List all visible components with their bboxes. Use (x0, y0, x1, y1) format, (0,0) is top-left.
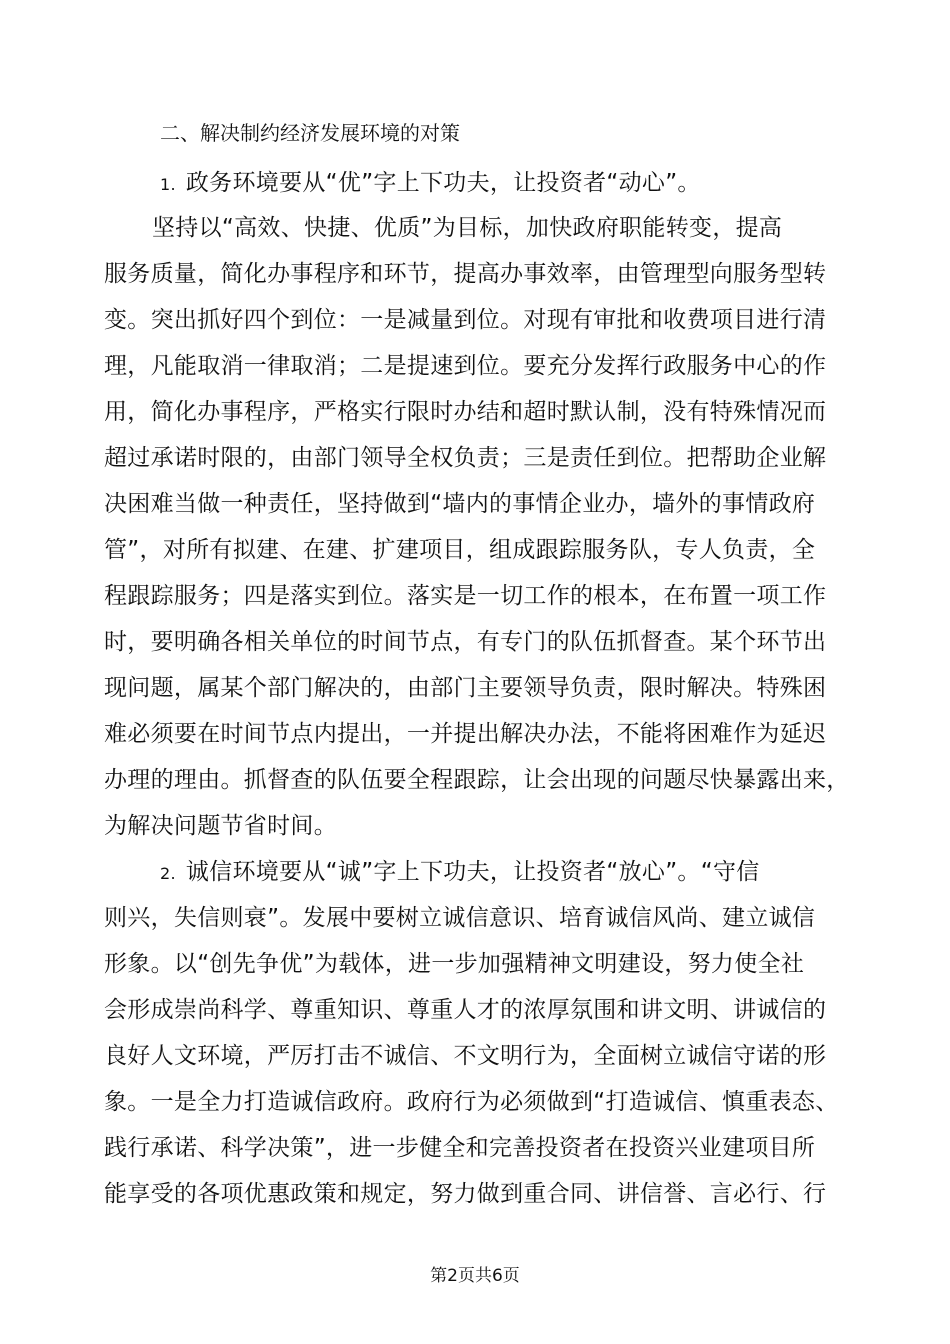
paragraph-line: 程跟踪服务；四是落实到位。落实是一切工作的根本，在布置一项工作 (104, 583, 827, 609)
paragraph-line: 则兴，失信则衰”。发展中要树立诚信意识、培育诚信风尚、建立诚信 (104, 905, 816, 931)
paragraph-line: 决困难当做一种责任，坚持做到“墙内的事情企业办，墙外的事情政府 (104, 491, 816, 517)
paragraph-line: 象。一是全力打造诚信政府。政府行为必须做到“打造诚信、慎重表态、 (104, 1089, 839, 1115)
paragraph-line: 变。突出抓好四个到位：一是减量到位。对现有审批和收费项目进行清 (104, 307, 827, 333)
section1-title: 政务环境要从“优”字上下功夫，让投资者“动心”。 (185, 170, 701, 196)
paragraph-line: 难必须要在时间节点内提出，一并提出解决办法，不能将困难作为延迟 (104, 721, 827, 747)
section-heading: 二、解决制约经济发展环境的对策 (160, 121, 460, 145)
section1-title-line (160, 168, 701, 200)
paragraph-line: 坚持以“高效、快捷、优质”为目标，加快政府职能转变，提高 (152, 215, 783, 241)
paragraph-line: 服务质量，简化办事程序和环节，提高办事效率，由管理型向服务型转 (104, 261, 827, 287)
paragraph-line: 形象。以“创先争优”为载体，进一步加强精神文明建设，努力使全社 (104, 951, 805, 977)
section2-title: 诚信环境要从“诚”字上下功夫，让投资者“放心”。“守信 (185, 859, 760, 885)
section1-number: 1. (160, 175, 176, 194)
section2-number: 2. (160, 864, 176, 883)
page-number-footer: 第2页共6页 (430, 1266, 520, 1286)
paragraph-line: 现问题，属某个部门解决的，由部门主要领导负责，限时解决。特殊困 (104, 675, 827, 701)
paragraph-line: 会形成崇尚科学、尊重知识、尊重人才的浓厚氛围和讲文明、讲诚信的 (104, 997, 827, 1023)
paragraph-line: 超过承诺时限的，由部门领导全权负责；三是责任到位。把帮助企业解 (104, 445, 827, 471)
paragraph-line: 办理的理由。抓督查的队伍要全程跟踪，让会出现的问题尽快暴露出来， (104, 767, 850, 793)
paragraph-line: 为解决问题节省时间。 (104, 813, 337, 839)
paragraph-line: 时，要明确各相关单位的时间节点，有专门的队伍抓督查。某个环节出 (104, 629, 827, 655)
paragraph-line: 良好人文环境，严厉打击不诚信、不文明行为，全面树立诚信守诺的形 (104, 1043, 827, 1069)
paragraph-line: 管”，对所有拟建、在建、扩建项目，组成跟踪服务队，专人负责，全 (104, 537, 816, 563)
paragraph-line: 能享受的各项优惠政策和规定，努力做到重合同、讲信誉、言必行、行 (104, 1181, 827, 1207)
section2-first-line (160, 857, 760, 889)
paragraph-line: 践行承诺、科学决策”，进一步健全和完善投资者在投资兴业建项目所 (104, 1135, 816, 1161)
paragraph-line: 用，简化办事程序，严格实行限时办结和超时默认制，没有特殊情况而 (104, 399, 827, 425)
paragraph-line: 理，凡能取消一律取消；二是提速到位。要充分发挥行政服务中心的作 (104, 353, 827, 379)
